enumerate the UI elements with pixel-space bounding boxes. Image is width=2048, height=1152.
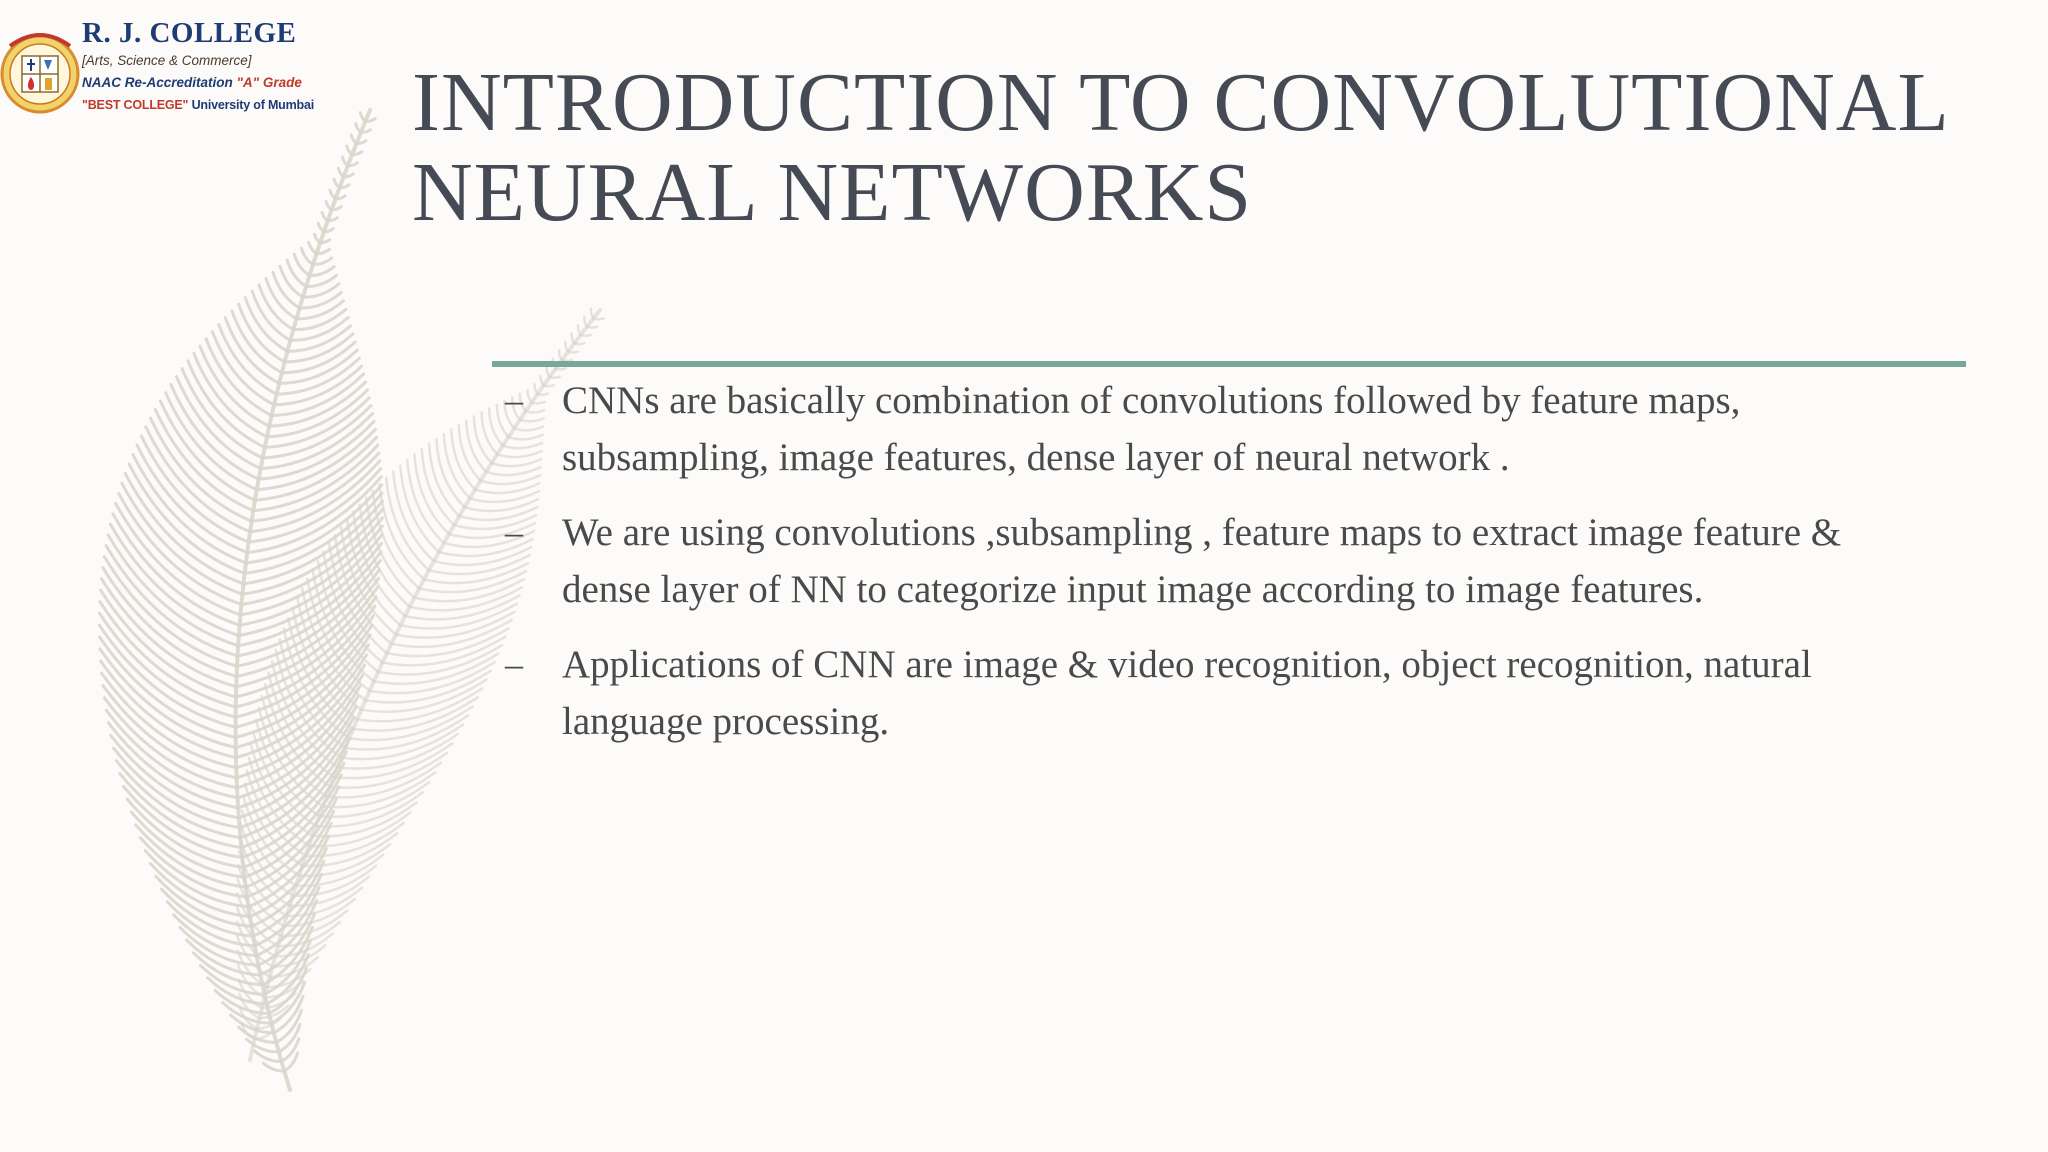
feather-barb (556, 368, 566, 369)
feather-barb (276, 1010, 301, 1042)
slide-title-line-2: NEURAL NETWORKS (412, 146, 1253, 239)
feather-barb (594, 318, 604, 319)
feather-barb (360, 113, 365, 122)
slide-title (412, 58, 2012, 238)
university-line (82, 94, 322, 116)
bullet-marker: – (505, 644, 523, 684)
feather-barb (261, 414, 373, 469)
bullet-text-line: language processing. (562, 700, 890, 743)
logo-text-block (82, 16, 322, 116)
feather-barb (315, 234, 321, 242)
bullet-item (505, 504, 1985, 618)
feather-barb (326, 201, 332, 209)
feather-barb (436, 439, 464, 507)
bullet-text-line: dense layer of NN to categorize input image according to image features. (562, 568, 1704, 611)
feather-barb (322, 212, 328, 220)
feather-barb (252, 291, 290, 340)
feather-barb (444, 434, 470, 498)
slide-title-line-1: INTRODUCTION TO CONVOLUTIONAL (412, 56, 1950, 149)
accreditation-grade: "A" Grade (236, 75, 302, 90)
title-divider (492, 361, 1966, 367)
feather-barb (559, 350, 562, 360)
feather-barb (225, 318, 279, 384)
feather-barb (330, 190, 336, 198)
feather-barb (347, 146, 352, 155)
feather-barb (334, 179, 339, 187)
feather-barb (574, 343, 584, 344)
bullet-item (505, 372, 1985, 486)
college-emblem-icon (0, 6, 80, 126)
bullet-marker: – (505, 380, 523, 420)
feather-barb (266, 279, 296, 319)
bullet-item (505, 636, 1985, 750)
feather-barb (572, 334, 575, 344)
feather-barb (356, 124, 361, 133)
feather-barb (565, 342, 568, 352)
college-streams: [Arts, Science & Commerce] (82, 53, 252, 68)
bullet-list (505, 372, 1985, 768)
feather-barb (318, 223, 324, 231)
feather-barb (351, 135, 356, 144)
feather-barb (568, 352, 578, 353)
bullet-marker: – (505, 512, 523, 552)
feather-barb (259, 285, 293, 330)
feather-barb (285, 334, 353, 362)
feather-barb (591, 309, 594, 319)
feather-barb (581, 335, 591, 336)
accreditation-prefix: NAAC Re-Accreditation (82, 75, 237, 90)
feather-barb (578, 325, 581, 335)
accreditation-line (82, 72, 322, 94)
feather-barb (287, 260, 306, 286)
feather-barb (309, 242, 317, 253)
university-name: University of Mumbai (188, 98, 314, 112)
college-name: R. J. COLLEGE (82, 17, 297, 49)
feather-barb (343, 157, 348, 166)
college-logo (0, 6, 314, 156)
bullet-text-line: CNNs are basically combination of convolutions followed by feature maps, (562, 379, 1741, 422)
feather-barb (584, 317, 587, 327)
bullet-text-line: subsampling, image features, dense layer of neural network . (562, 436, 1510, 479)
bullet-text-line: We are using convolutions ,subsampling , feature maps to extract image feature & (562, 511, 1842, 554)
feather-barb (338, 168, 343, 176)
best-college-label: "BEST COLLEGE" (82, 98, 189, 112)
bullet-text-line: Applications of CNN are image & video recognition, object recognition, natural (562, 643, 1812, 686)
feather-barb (587, 327, 597, 328)
